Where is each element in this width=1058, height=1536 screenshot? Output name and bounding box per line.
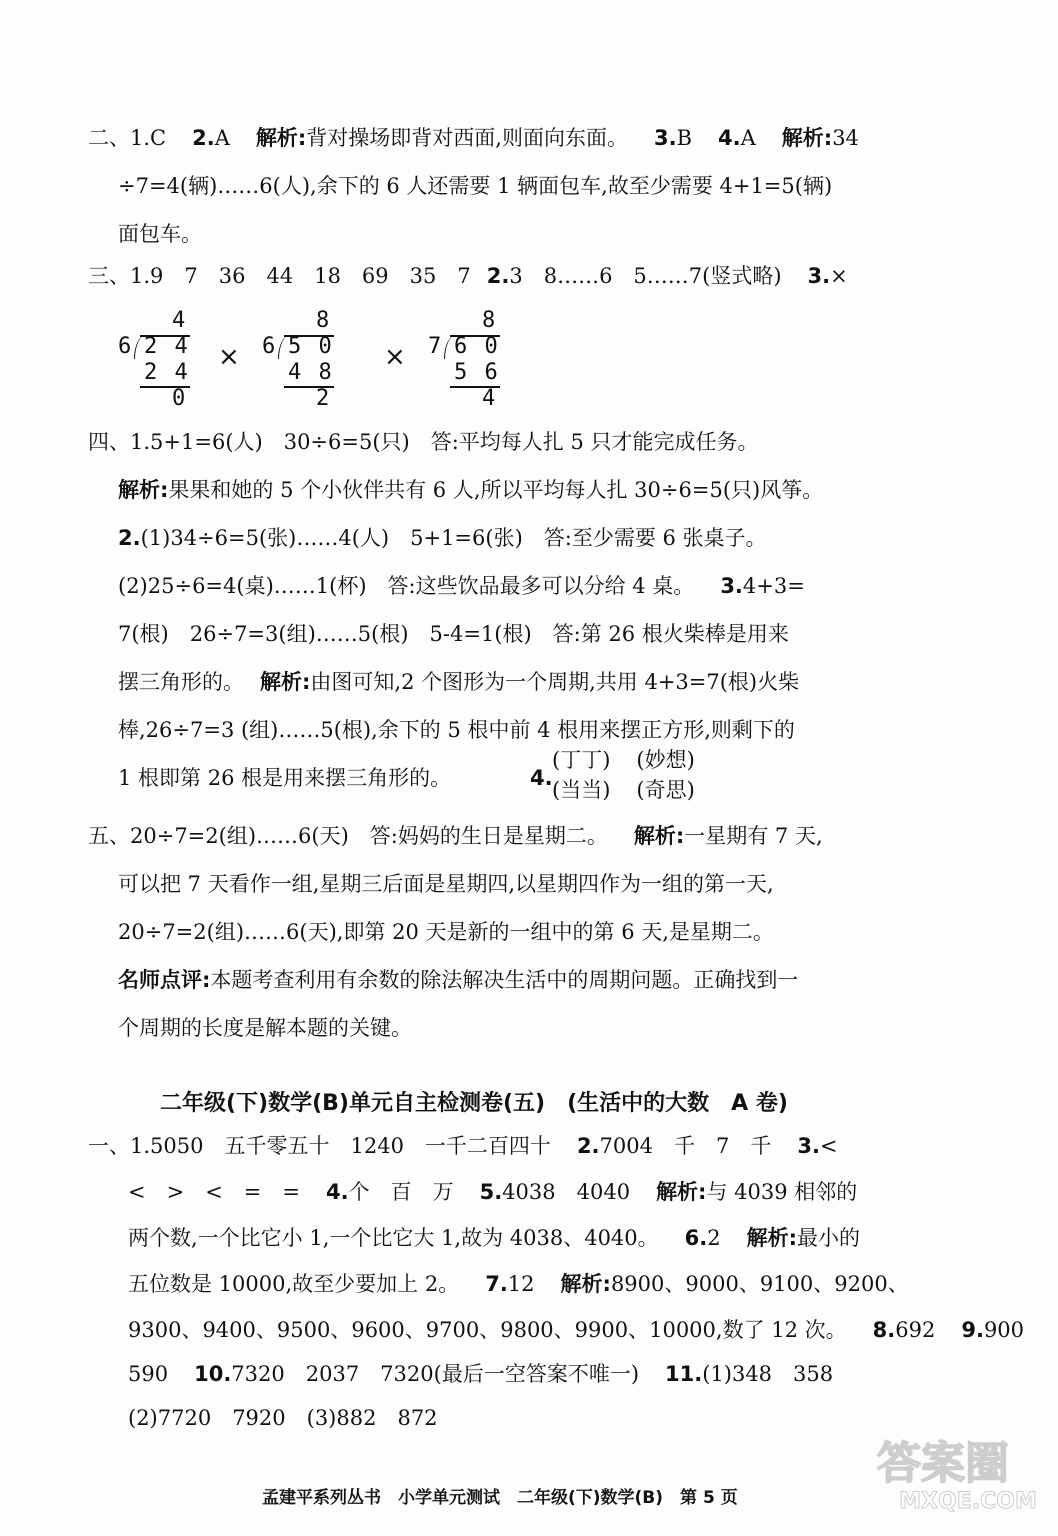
analysis-label: 解析: (560, 1272, 611, 1296)
answer: 12 (507, 1272, 535, 1296)
answer-list: (1)348 358 (702, 1362, 834, 1386)
answer: × (830, 264, 848, 288)
analysis-label: 解析: (633, 824, 685, 848)
watermark-text: 答案圈 (877, 1438, 1009, 1489)
q-num: 3. (807, 264, 831, 288)
wrong-mark: × (218, 342, 240, 372)
sec4-line8 (118, 764, 451, 792)
analysis-text: 最小的 (797, 1226, 861, 1250)
answer: 2 (707, 1226, 721, 1250)
analysis-label: 解析: (255, 126, 307, 150)
quotient: 8 (482, 308, 498, 333)
answer-text: 20÷7=2(组)……6(天) 答:妈妈的生日是星期二。 (130, 824, 608, 848)
q-num: 2. (118, 526, 141, 550)
answer-list: 4038 4040 (502, 1180, 631, 1204)
analysis-label: 解析: (260, 670, 311, 694)
analysis-text: 果果和她的 5 个小伙伴共有 6 人,所以平均每人扎 30÷6=5(只)风筝。 (168, 478, 824, 502)
answer: A (740, 126, 756, 150)
sec4-prefix: 四、1. (88, 430, 151, 454)
sec5-line2: 可以把 7 天看作一组,星期三后面是星期四,以星期四作为一组的第一天, (118, 872, 774, 896)
analysis-text: 五位数是 10000,故至少要加上 2。 (128, 1272, 460, 1296)
quotient: 8 (316, 308, 332, 333)
q-num: 4. (718, 126, 741, 150)
sec4-line5: 7(根) 26÷7=3(组)……5(根) 5-4=1(根) 答:第 26 根火柴棒是用来 (118, 622, 789, 646)
sec1-line2 (128, 1178, 857, 1206)
sec4-line3 (118, 524, 767, 552)
analysis-text: 与 4039 相邻的 (706, 1180, 858, 1204)
analysis-label: 解析: (746, 1226, 798, 1250)
sec1-line1 (88, 1132, 838, 1160)
name-cell: (丁丁) (552, 748, 611, 772)
q-num: 3. (653, 126, 677, 150)
dividend: 6 0 (454, 334, 500, 359)
analysis-text: 背对操场即背对西面,则面向东面。 (306, 126, 628, 150)
sec2-line3: 面包车。 (118, 222, 202, 246)
sec5-prefix: 五、 (88, 824, 130, 848)
q4-num: 4. (530, 766, 553, 790)
product: 2 4 (144, 360, 190, 385)
answer: 692 (895, 1318, 936, 1342)
sec4-line6 (118, 668, 799, 696)
sec4-line4 (118, 572, 805, 600)
long-division-3 (428, 308, 508, 412)
q-num: 9. (961, 1318, 984, 1342)
remainder: 4 (482, 386, 498, 411)
q-num: 2. (486, 264, 510, 288)
q-num: 2. (576, 1134, 600, 1158)
analysis-text: 8900、9000、9100、9200、 (610, 1272, 909, 1296)
sec2-line2: ÷7=4(辆)……6(人),余下的 6 人还需要 1 辆面包车,故至少需要 4+1=5(辆) (118, 174, 833, 198)
name-cell: (妙想) (636, 748, 695, 772)
dividend: 2 4 (144, 334, 190, 359)
q-num: 6. (684, 1226, 708, 1250)
answer-list: 5050 五千零五十 1240 一千二百四十 (150, 1134, 551, 1158)
name-cell: (当当) (552, 778, 611, 802)
sec1-line6 (128, 1360, 833, 1388)
sec2-line1 (88, 124, 859, 152)
analysis-text: 两个数,一个比它小 1,一个比它大 1,故为 4038、4040。 (128, 1226, 659, 1250)
sec5-line3: 20÷7=2(组)……6(天),即第 20 天是新的一组中的第 6 天,是星期二。 (118, 920, 774, 944)
sec1-line4 (128, 1270, 909, 1298)
answer-text: (1)34÷6=5(张)……4(人) 5+1=6(张) 答:至少需要 6 张桌子。 (140, 526, 767, 550)
divisor: 6 (118, 334, 134, 359)
q-num: 2. (192, 126, 215, 150)
sec3-line1 (88, 262, 848, 290)
analysis-label: 解析: (656, 1180, 707, 1204)
teacher-comment-label: 名师点评: (118, 968, 211, 992)
answer-text: (2)25÷6=4(桌)……1(杯) 答:这些饮品最多可以分给 4 桌。 (118, 574, 695, 598)
answer: B (676, 126, 693, 150)
sec5-line4 (118, 966, 798, 994)
q-num: 5. (479, 1180, 503, 1204)
watermark-sub: MXQE.COM (899, 1489, 1037, 1514)
name-cell: (奇思) (636, 778, 695, 802)
remainder: 2 (316, 386, 332, 411)
q-num: 8. (872, 1318, 896, 1342)
answer-list: < > < = = (128, 1180, 300, 1204)
sec5-line5: 个周期的长度是解本题的关键。 (118, 1016, 412, 1040)
sec5-line1 (88, 822, 823, 850)
page-footer: 孟建平系列丛书 小学单元测试 二年级(下)数学(B) 第 5 页 (262, 1488, 738, 1508)
q-num: 7. (485, 1272, 508, 1296)
q-num: 4. (325, 1180, 349, 1204)
product: 5 6 (454, 360, 500, 385)
sec3-prefix: 三、1. (88, 264, 151, 288)
answer: 900 (983, 1318, 1025, 1342)
dividend: 5 0 (288, 334, 334, 359)
divisor: 6 (262, 334, 278, 359)
sec4-line2 (118, 476, 823, 504)
analysis-text: 9300、9400、9500、9600、9700、9800、9900、10000,数了 12 次。 (128, 1318, 847, 1342)
comment-text: 本题考查利用有余数的除法解决生活中的周期问题。正确找到一 (210, 968, 799, 992)
section-title: 二年级(下)数学(B)单元自主检测卷(五) (生活中的大数 A 卷) (160, 1091, 788, 1116)
answer-text: 4+3= (742, 574, 805, 598)
watermark-logo (848, 1426, 1038, 1516)
answer-text: 摆三角形的。 (118, 670, 244, 694)
answer-list: 7320 2037 7320(最后一空答案不唯一) (231, 1362, 640, 1386)
long-division-2 (262, 308, 342, 412)
q-num: 11. (665, 1362, 703, 1386)
answer-list: 7004 千 7 千 (599, 1134, 772, 1158)
q-num: 10. (194, 1362, 232, 1386)
sec1-prefix: 一、1. (88, 1134, 151, 1158)
sec1-line7: (2)7720 7920 (3)882 872 (128, 1406, 438, 1430)
sec4-line1 (88, 428, 759, 456)
q-num: 3. (720, 574, 743, 598)
sec4-line7: 棒,26÷7=3 (组)……5(根),余下的 5 根中前 4 根用来摆正方形,则剩下的 (118, 718, 795, 742)
analysis-text: 34 (832, 126, 859, 150)
q4-row2 (552, 776, 695, 804)
divisor: 7 (428, 334, 444, 359)
analysis-text: 由图可知,2 个图形为一个周期,共用 4+3=7(根)火柴 (310, 670, 800, 694)
answer: < (819, 1134, 838, 1158)
q4-row1 (552, 746, 695, 774)
remainder: 0 (172, 386, 188, 411)
analysis-text: 一星期有 7 天, (684, 824, 823, 848)
product: 4 8 (288, 360, 334, 385)
sec1-line5 (128, 1316, 1024, 1344)
q-num: 3. (797, 1134, 820, 1158)
quotient: 4 (172, 308, 188, 333)
answer-text: 5+1=6(人) 30÷6=5(只) 答:平均每人扎 5 只才能完成任务。 (150, 430, 759, 454)
answer-list: 9 7 36 44 18 69 35 7 (150, 264, 471, 288)
sec2-prefix: 二、1. (88, 126, 151, 150)
sec1-line3 (128, 1224, 860, 1252)
analysis-label: 解析: (781, 126, 833, 150)
long-division-1 (118, 308, 198, 412)
wrong-mark: × (384, 342, 406, 372)
answer-list: 3 8……6 5……7(竖式略) (509, 264, 782, 288)
answer-list: 个 百 万 (348, 1180, 454, 1204)
answer: C (150, 126, 167, 150)
answer: A (214, 126, 230, 150)
answer: 590 (128, 1362, 169, 1386)
analysis-label: 解析: (118, 478, 169, 502)
answer-text: 1 根即第 26 根是用来摆三角形的。 (118, 766, 452, 790)
